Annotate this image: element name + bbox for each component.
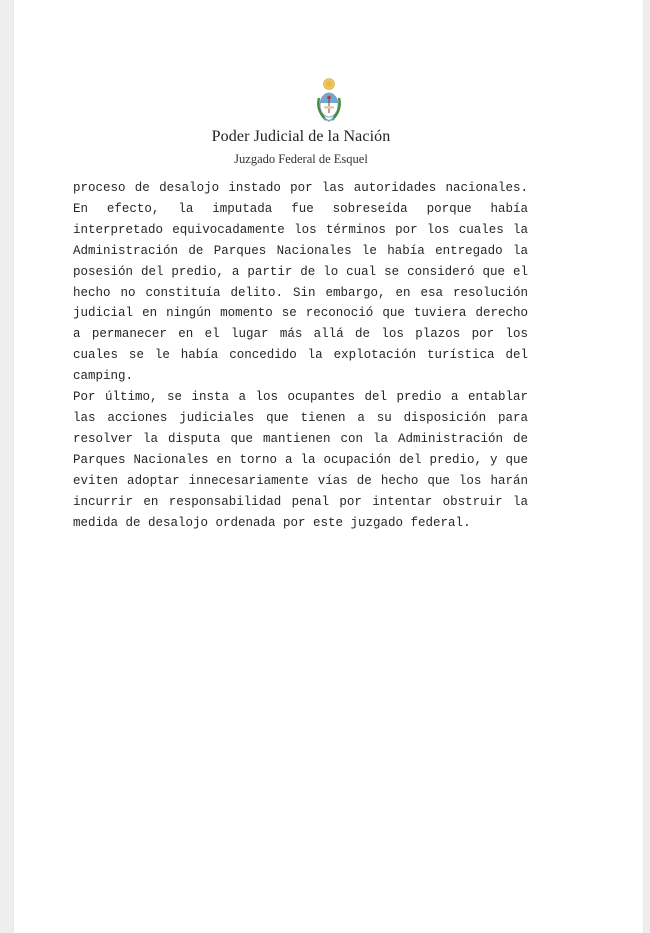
document-page [14,0,643,933]
document-body [73,178,528,533]
paragraph: Por último, se insta a los ocupantes del predio a entablar las acciones judiciales que tienen a su disposición para resolver la disputa que mantienen con la Administración de Parques Nacionales en torno a la ocupación del predio, y que eviten adoptar innecesariamente vías de hecho que los harán incurrir en responsabilidad penal por intentar obstruir la medida de desalojo ordenada por este juzgado federal. [73,390,528,530]
court-name: Juzgado Federal de Esquel [234,152,368,166]
argentina-coat-of-arms-icon [313,76,345,124]
document-header [14,76,643,166]
organization-name: Poder Judicial de la Nación [211,128,391,145]
paragraph: proceso de desalojo instado por las autoridades nacionales. En efecto, la imputada fue sobreseída porque había interpretado equivocadamente los términos por los cuales la Administración de Parques Nacionales le había entregado la posesión del predio, a partir de lo cual se consideró que el hecho no constituía delito. Sin embargo, en esa resolución judicial en ningún momento se reconoció que tuviera derecho a permanecer en el lugar más allá de los plazos por los cuales se le había concedido la explotación turística del camping. [73,181,528,384]
